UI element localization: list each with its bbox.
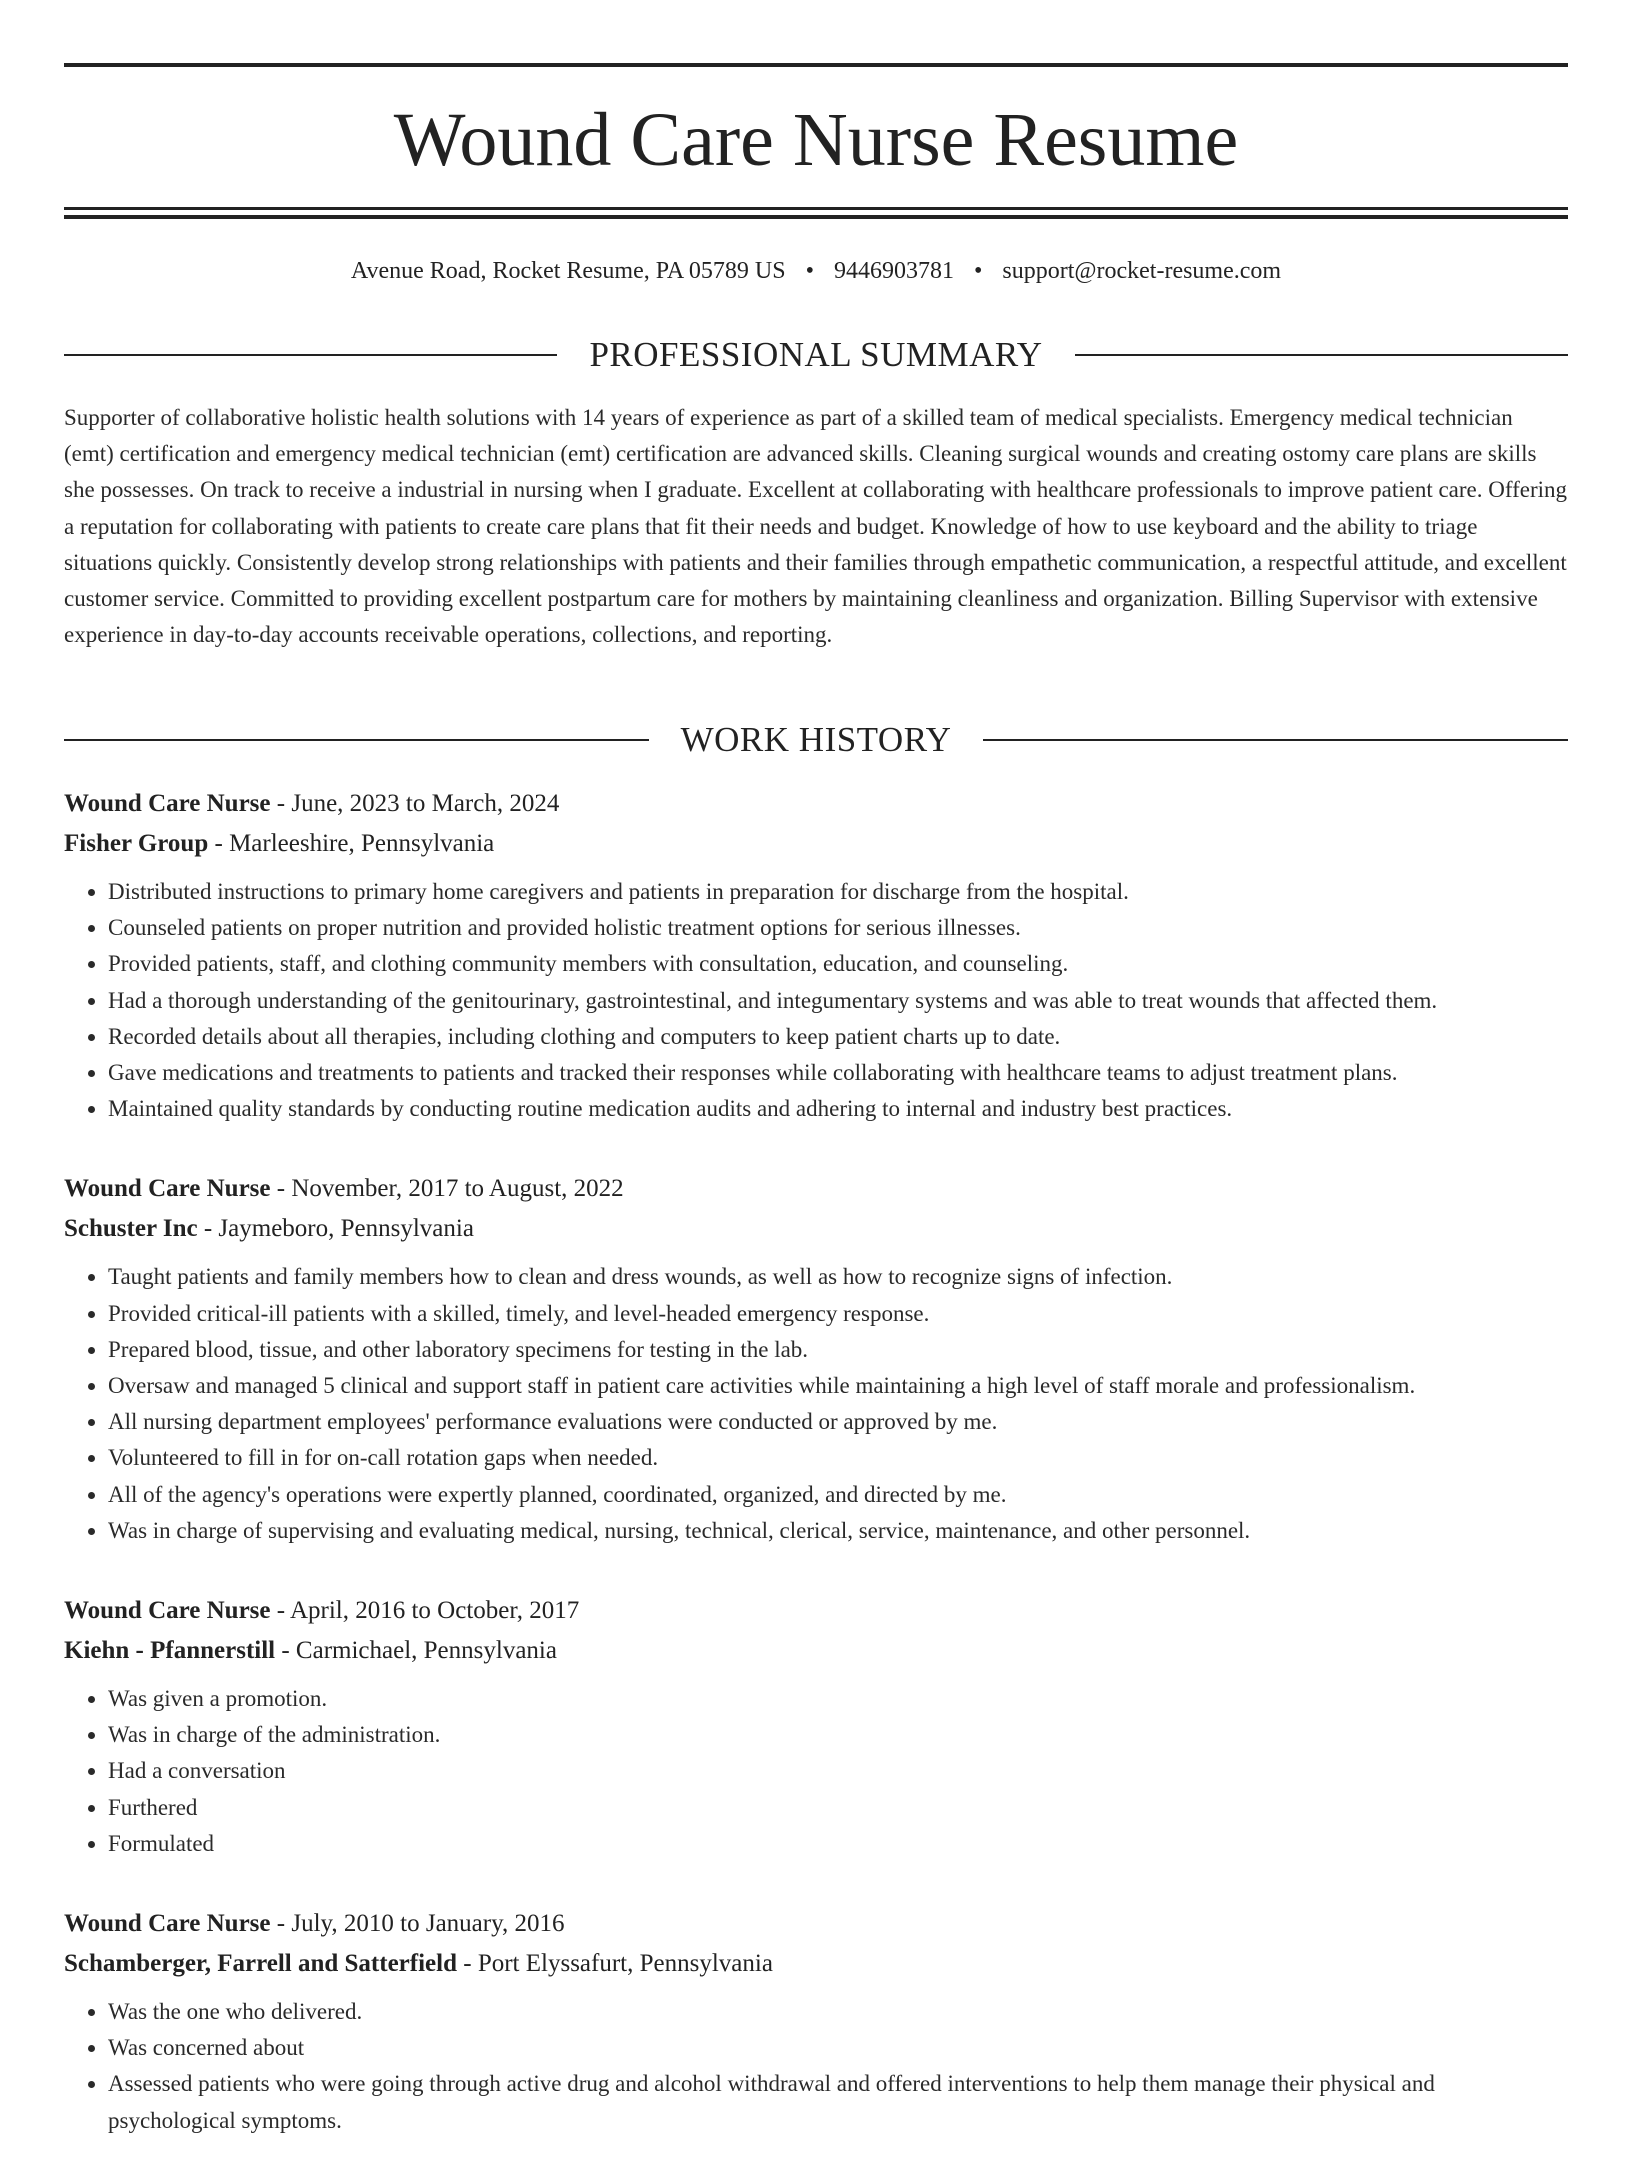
title-rule-upper [64, 207, 1568, 210]
job-dates: - April, 2016 to October, 2017 [270, 1597, 580, 1625]
job-company: Kiehn - Pfannerstill [64, 1637, 276, 1665]
job-location: - Marleeshire, Pennsylvania [208, 830, 495, 857]
job-bullets [64, 1681, 1568, 1862]
job-bullet: • Was in charge of supervising and evaluating medical, nursing, technical, clerical, service, maintenance, and other personnel. [108, 1513, 1568, 1549]
job-company-line [64, 1631, 1568, 1671]
job-bullets [64, 1259, 1568, 1549]
job-entry [64, 784, 1568, 1127]
job-bullet: • Was given a promotion. [108, 1681, 1568, 1717]
heading-rule-left [64, 739, 649, 741]
work-history-list [64, 784, 1568, 2181]
job-title-line [64, 1904, 1568, 1944]
job-entry [64, 1169, 1568, 1549]
job-bullets [64, 874, 1568, 1127]
job-title-line [64, 1591, 1568, 1631]
job-role: Wound Care Nurse [64, 1910, 271, 1938]
job-entry [64, 1591, 1568, 1862]
summary-heading-label: PROFESSIONAL SUMMARY [589, 335, 1043, 374]
job-title-line [64, 784, 1568, 824]
job-bullet: • Distributed instructions to primary home caregivers and patients in preparation for discharge from the hospital. [108, 874, 1568, 910]
job-company: Schamberger, Farrell and Satterfield [64, 1950, 457, 1978]
job-bullet: • Was the one who delivered. [108, 1994, 1568, 2030]
job-bullet: • Had a conversation [108, 1753, 1568, 1789]
job-bullet: • Recorded details about all therapies, including clothing and computers to keep patient charts up to date. [108, 1019, 1568, 1055]
job-dates: - June, 2023 to March, 2024 [270, 790, 560, 817]
title-rule-lower [64, 215, 1568, 219]
contact-email: support@rocket-resume.com [1002, 258, 1282, 284]
job-dates: - November, 2017 to August, 2022 [270, 1175, 624, 1203]
job-bullet: • Formulated [108, 1826, 1568, 1862]
contact-address: Avenue Road, Rocket Resume, PA 05789 US [350, 258, 786, 284]
job-bullet: • Oversaw and managed 5 clinical and support staff in patient care activities while maintaining a high level of staff morale and professionalism. [108, 1368, 1568, 1404]
job-role: Wound Care Nurse [64, 1597, 271, 1625]
heading-rule-right [983, 739, 1568, 741]
contact-separator: • [973, 258, 983, 284]
job-dates: - July, 2010 to January, 2016 [270, 1910, 565, 1938]
job-bullet: • All of the agency's operations were expertly planned, coordinated, organized, and directed by me. [108, 1477, 1568, 1513]
contact-separator: • [805, 258, 814, 284]
contact-line [64, 254, 1568, 288]
job-bullet: • Taught patients and family members how to clean and dress wounds, as well as how to recognize signs of infection. [108, 1259, 1568, 1295]
job-company-line [64, 1209, 1568, 1249]
job-bullet: • Furthered [108, 1790, 1568, 1826]
job-bullet: • Had a thorough understanding of the genitourinary, gastrointestinal, and integumentary systems and was able to treat wounds that affected them. [108, 983, 1568, 1019]
job-entry [64, 1904, 1568, 2139]
top-rule [64, 63, 1568, 67]
job-bullets [64, 1994, 1568, 2139]
summary-heading [64, 333, 1568, 377]
heading-rule-right [1075, 354, 1568, 356]
work-history-heading [64, 718, 1568, 762]
summary-text: Supporter of collaborative holistic health solutions with 14 years of experience as part of a skilled team of medical specialists. Emergency medical technician (emt) certification and emergency medical technician (emt) certification are advanced skills. Cleaning surgical wounds and creating ostomy care plans are skills she possesses. On track to receive a industrial in nursing when I graduate. Excellent at collaborating with healthcare professionals to improve patient care. Offering a reputation for collaborating with patients to create care plans that fit their needs and budget. Knowledge of how to use keyboard and the ability to triage situations quickly. Consistently develop strong relationships with patients and their families through empathetic communication, a respectful attitude, and excellent customer service. Committed to providing excellent postpartum care for mothers by maintaining cleanliness and organization. Billing Supervisor with extensive experience in day-to-day accounts receivable operations, collections, and reporting. [64, 405, 1568, 648]
job-bullet: • All nursing department employees' performance evaluations were conducted or approved by me. [108, 1404, 1568, 1440]
job-bullet: • Assessed patients who were going through active drug and alcohol withdrawal and offered interventions to help them manage their physical and psychological symptoms. [108, 2066, 1568, 2138]
job-company: Fisher Group [64, 830, 209, 857]
job-location: - Jaymeboro, Pennsylvania [197, 1215, 474, 1243]
job-location: - Carmichael, Pennsylvania [275, 1637, 557, 1665]
job-bullet: • Was concerned about [108, 2030, 1568, 2066]
job-bullet: • Prepared blood, tissue, and other laboratory specimens for testing in the lab. [108, 1332, 1568, 1368]
job-role: Wound Care Nurse [64, 790, 271, 817]
job-title-line [64, 1169, 1568, 1209]
work-history-heading-label: WORK HISTORY [680, 720, 952, 759]
job-company-line [64, 1944, 1568, 1984]
job-company-line [64, 824, 1568, 864]
job-bullet: • Counseled patients on proper nutrition and provided holistic treatment options for serious illnesses. [108, 910, 1568, 946]
heading-rule-left [64, 354, 557, 356]
job-bullet: • Provided critical-ill patients with a skilled, timely, and level-headed emergency response. [108, 1296, 1568, 1332]
job-bullet: • Gave medications and treatments to patients and tracked their responses while collaborating with healthcare teams to adjust treatment plans. [108, 1055, 1568, 1091]
resume-title: Wound Care Nurse Resume [393, 98, 1239, 182]
contact-phone: 9446903781 [833, 258, 954, 284]
job-bullet: • Volunteered to fill in for on-call rotation gaps when needed. [108, 1440, 1568, 1476]
job-bullet: • Provided patients, staff, and clothing community members with consultation, education, and counseling. [108, 946, 1568, 982]
job-role: Wound Care Nurse [64, 1175, 271, 1203]
job-location: - Port Elyssafurt, Pennsylvania [457, 1950, 773, 1978]
job-bullet: • Was in charge of the administration. [108, 1717, 1568, 1753]
job-bullet: • Maintained quality standards by conducting routine medication audits and adhering to internal and industry best practices. [108, 1091, 1568, 1127]
job-company: Schuster Inc [64, 1215, 198, 1243]
